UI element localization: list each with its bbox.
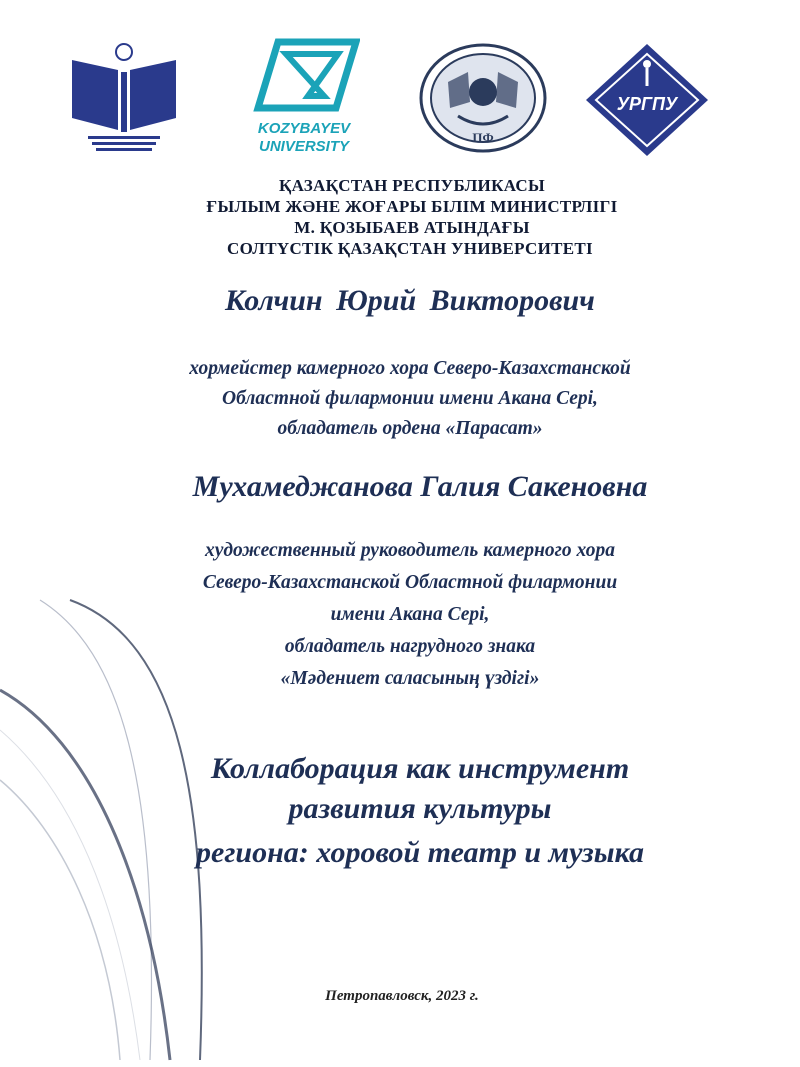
document-title-line-3: региона: хоровой театр и музыка	[196, 836, 644, 869]
header-line-1: ҚАЗАҚСТАН РЕСПУБЛИКАСЫ	[278, 176, 545, 195]
author-2-role-line-4: обладатель нагрудного знака	[284, 636, 536, 657]
university-emblem-logo	[68, 40, 180, 158]
header-line-3: М. ҚОЗЫБАЕВ АТЫНДАҒЫ	[294, 218, 530, 237]
author-1-role-line-2: Областной филармонии имени Акана Серi,	[222, 388, 598, 409]
author-2-role-line-5: «Мәдениет саласының үздігі»	[280, 668, 540, 689]
kozybayev-logo-text-top: KOZYBAYEV	[257, 120, 351, 137]
header-line-2: ҒЫЛЫМ ЖӘНЕ ЖОҒАРЫ БІЛІМ МИНИСТРЛІГІ	[206, 197, 618, 216]
author-2-name: Мухамеджанова Галия Сакеновна	[192, 470, 648, 503]
header-line-4: СОЛТҮСТІК ҚАЗАҚСТАН УНИВЕРСИТЕТІ	[227, 239, 593, 258]
faculty-seal-logo	[418, 42, 548, 154]
author-2-role-line-3: имени Акана Серi,	[330, 604, 490, 625]
author-2-role-line-1: художественный руководитель камерного хора	[204, 540, 616, 561]
urgpu-logo-text: УРГПУ	[616, 94, 678, 114]
author-1-role-line-1: хормейстер камерного хора Северо-Казахстанской	[189, 358, 631, 379]
author-1-name: Колчин Юрий Викторович	[225, 284, 595, 317]
author-2-role-line-2: Северо-Казахстанской Областной филармонии	[202, 572, 618, 593]
kozybayev-university-logo	[248, 38, 360, 156]
document-title-line-2: развития культуры	[288, 792, 552, 825]
document-title-line-1: Коллаборация как инструмент	[210, 752, 630, 785]
author-1-role-line-3: обладатель ордена «Парасат»	[277, 418, 543, 439]
kozybayev-logo-text-bottom: UNIVERSITY	[258, 138, 350, 155]
city-year: Петропавловск, 2023 г.	[325, 988, 479, 1004]
faculty-seal-text: ПФ	[472, 130, 494, 145]
urgpu-diamond-logo	[582, 40, 712, 160]
